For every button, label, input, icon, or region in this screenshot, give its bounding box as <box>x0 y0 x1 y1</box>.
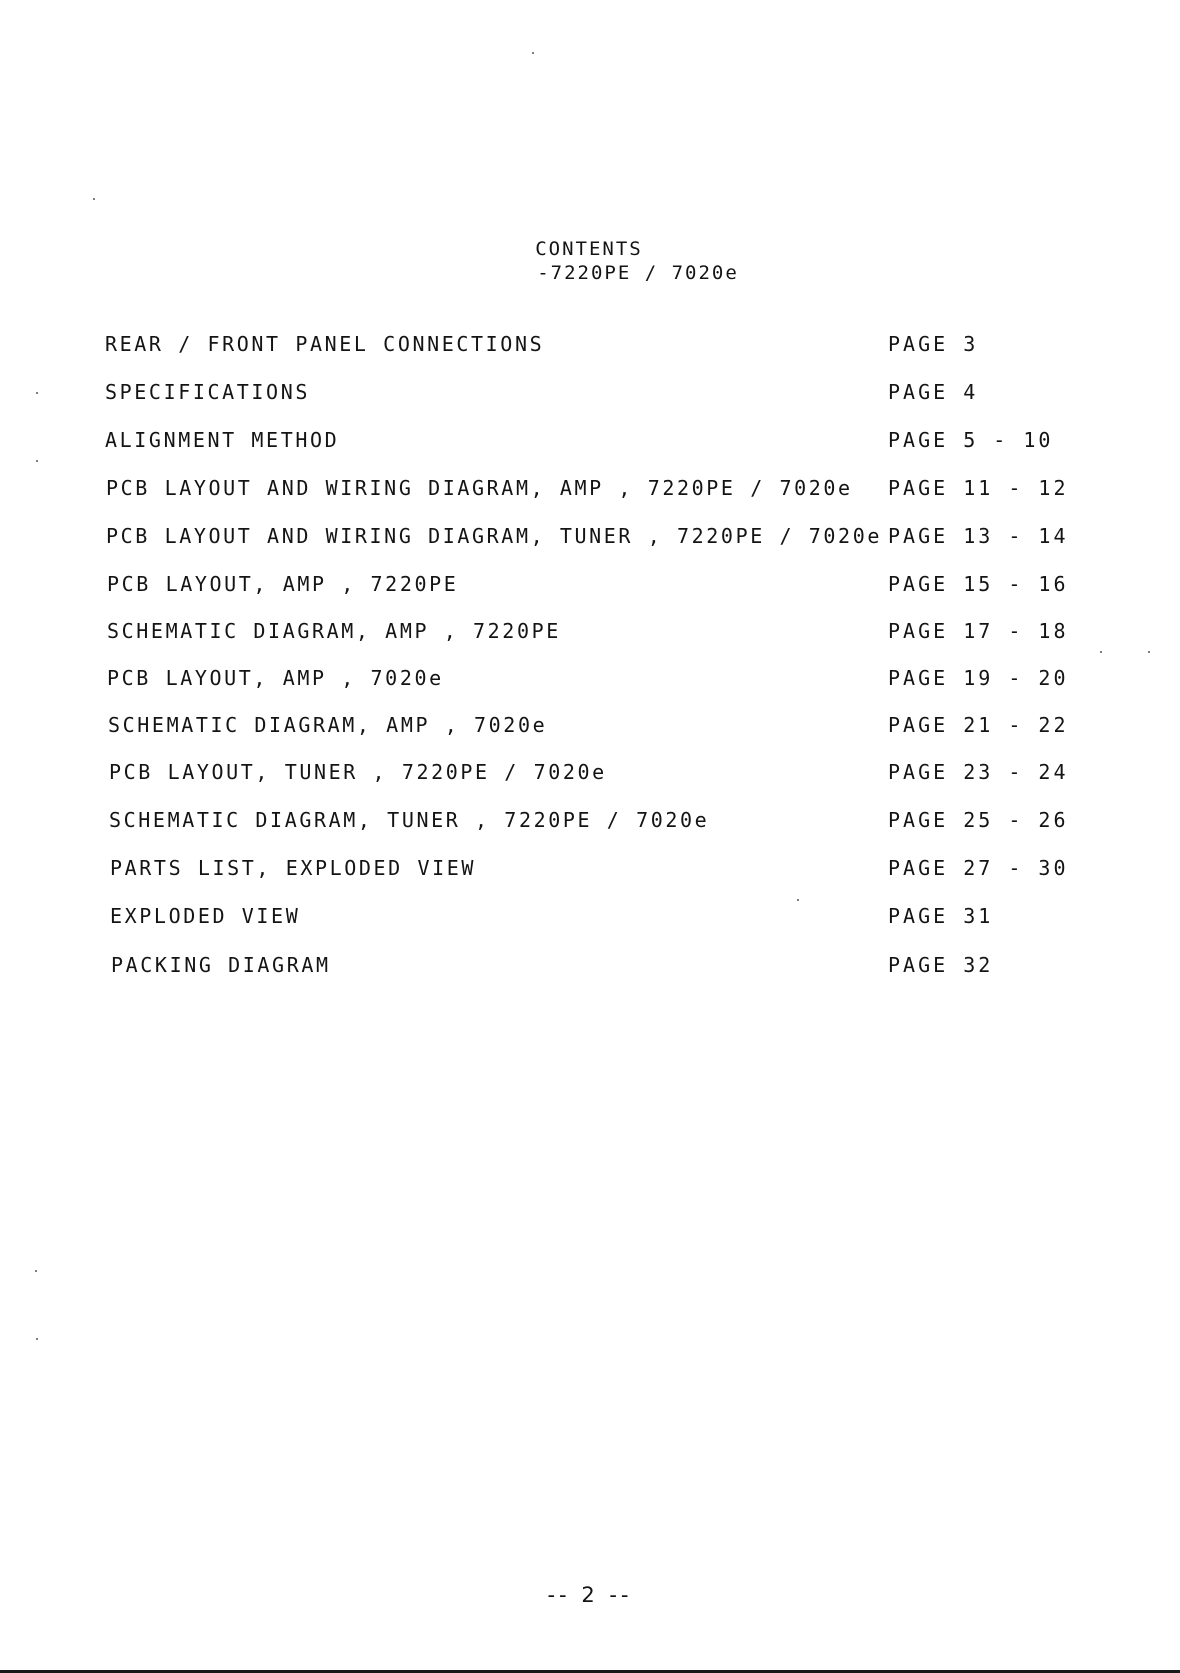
toc-entry <box>0 427 1180 457</box>
scan-speck <box>1148 651 1150 653</box>
scan-speck <box>797 899 799 901</box>
toc-entry-title: SCHEMATIC DIAGRAM, AMP , 7220PE <box>107 619 561 643</box>
toc-entry <box>0 855 1180 885</box>
toc-entry <box>0 618 1180 648</box>
scan-speck <box>36 392 38 394</box>
toc-entry-page: PAGE 17 - 18 <box>888 619 1069 643</box>
toc-entry-title: PCB LAYOUT, TUNER , 7220PE / 7020e <box>109 760 607 784</box>
toc-entry-title: PCB LAYOUT, AMP , 7020e <box>107 666 444 690</box>
scan-speck <box>36 1338 38 1340</box>
toc-entry <box>0 571 1180 601</box>
scan-speck <box>532 52 534 54</box>
toc-entry-title: SCHEMATIC DIAGRAM, AMP , 7020e <box>108 713 548 737</box>
toc-entry-title: PCB LAYOUT AND WIRING DIAGRAM, TUNER , 7220PE / 7020e <box>106 524 882 548</box>
toc-entry-title: PCB LAYOUT, AMP , 7220PE <box>107 572 459 596</box>
toc-entry-page: PAGE 19 - 20 <box>888 666 1069 690</box>
toc-entry-title: SCHEMATIC DIAGRAM, TUNER , 7220PE / 7020e <box>109 808 710 832</box>
toc-entry-page: PAGE 21 - 22 <box>888 713 1069 737</box>
scan-speck <box>93 198 95 200</box>
toc-entry-page: PAGE 32 <box>888 953 994 977</box>
toc-entry <box>0 665 1180 695</box>
scan-speck <box>35 1270 37 1272</box>
toc-entry <box>0 523 1180 553</box>
toc-entry-title: PCB LAYOUT AND WIRING DIAGRAM, AMP , 7220PE / 7020e <box>106 476 853 500</box>
toc-entry-page: PAGE 5 - 10 <box>888 428 1054 452</box>
toc-entry-title: EXPLODED VIEW <box>110 904 301 928</box>
toc-entry <box>0 331 1180 361</box>
contents-title: CONTENTS <box>535 238 643 260</box>
toc-entry-page: PAGE 3 <box>888 332 979 356</box>
toc-entry <box>0 379 1180 409</box>
toc-entry <box>0 475 1180 505</box>
toc-entry-title: PACKING DIAGRAM <box>111 953 331 977</box>
toc-entry-page: PAGE 31 <box>888 904 994 928</box>
toc-entry-title: REAR / FRONT PANEL CONNECTIONS <box>105 332 545 356</box>
toc-entry-page: PAGE 23 - 24 <box>888 760 1069 784</box>
toc-entry-page: PAGE 11 - 12 <box>888 476 1069 500</box>
toc-entry-title: SPECIFICATIONS <box>105 380 310 404</box>
toc-entry <box>0 759 1180 789</box>
toc-entry-title: ALIGNMENT METHOD <box>105 428 340 452</box>
scan-speck <box>36 460 38 462</box>
toc-entry-page: PAGE 25 - 26 <box>888 808 1069 832</box>
toc-entry-page: PAGE 4 <box>888 380 979 404</box>
model-subtitle: -7220PE / 7020e <box>537 262 739 284</box>
page-number: -- 2 -- <box>547 1583 633 1607</box>
toc-entry <box>0 807 1180 837</box>
toc-entry-page: PAGE 15 - 16 <box>888 572 1069 596</box>
toc-entry-page: PAGE 27 - 30 <box>888 856 1069 880</box>
scan-speck <box>1100 651 1102 653</box>
toc-entry <box>0 903 1180 933</box>
toc-entry-page: PAGE 13 - 14 <box>888 524 1069 548</box>
toc-entry <box>0 952 1180 982</box>
toc-entry <box>0 712 1180 742</box>
toc-entry-title: PARTS LIST, EXPLODED VIEW <box>110 856 477 880</box>
